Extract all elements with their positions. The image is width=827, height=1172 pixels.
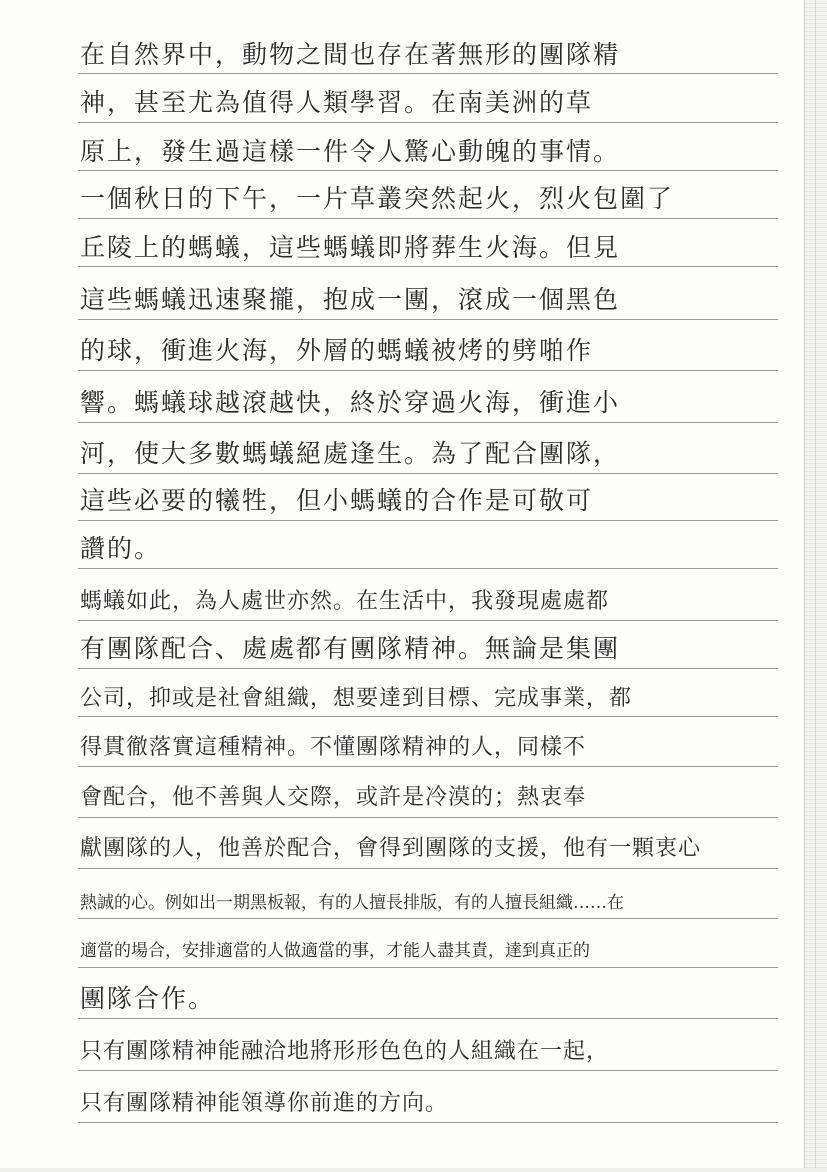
essay-line: 一個秋日的下午，一片草叢突然起火，烈火包圍了: [80, 184, 675, 213]
essay-line: 這些必要的犧牲，但小螞蟻的合作是可敬可: [80, 486, 594, 515]
essay-line: 團隊合作。: [80, 984, 216, 1013]
essay-line: 得貫徹落實這種精神。不懂團隊精神的人，同樣不: [80, 735, 587, 760]
ruled-line: [78, 218, 778, 219]
ruled-line: [78, 918, 778, 919]
ruled-line: [78, 620, 778, 621]
essay-line: 只有團隊精神能領導你前進的方向。: [80, 1091, 449, 1116]
essay-line: 響。螞蟻球越滾越快，終於穿過火海，衝進小: [80, 388, 621, 417]
essay-line: 有團隊配合、處處都有團隊精神。無論是集團: [80, 634, 621, 663]
ruled-line: [78, 422, 778, 423]
ruled-line: [78, 668, 778, 669]
ruled-line: [78, 1070, 778, 1071]
ruled-line: [78, 766, 778, 767]
essay-line: 神，甚至尤為值得人類學習。在南美洲的草: [80, 88, 594, 117]
ruled-line: [78, 520, 778, 521]
ruled-line: [78, 370, 778, 371]
page-bottom-edge: [0, 1168, 827, 1172]
essay-line: 原上，發生過這樣一件令人驚心動魄的事情。: [80, 137, 621, 166]
ruled-line: [78, 1018, 778, 1019]
essay-line: 河，使大多數螞蟻絕處逢生。為了配合團隊，: [80, 439, 621, 468]
ruled-line: [78, 473, 778, 474]
essay-line: 丘陵上的螞蟻，這些螞蟻即將葬生火海。但見: [80, 233, 621, 262]
essay-line: 讚的。: [80, 534, 162, 563]
ruled-line: [78, 967, 778, 968]
ruled-line: [78, 716, 778, 717]
essay-line: 這些螞蟻迅速聚攏，抱成一團，滾成一個黑色: [80, 285, 621, 314]
essay-line: 熱誠的心。例如出一期黑板報，有的人擅長排版，有的人擅長組織……在: [80, 893, 624, 913]
ruled-line: [78, 170, 778, 171]
ruled-line: [78, 122, 778, 123]
essay-line: 螞蟻如此，為人處世亦然。在生活中，我發現處處都: [80, 589, 610, 614]
ruled-line: [78, 1122, 778, 1123]
essay-line: 的球，衝進火海，外層的螞蟻被烤的劈啪作: [80, 336, 594, 365]
essay-line: 只有團隊精神能融洽地將形形色色的人組織在一起，: [80, 1039, 610, 1064]
essay-line: 適當的場合，安排適當的人做適當的事，才能人盡其責，達到真正的: [80, 941, 590, 961]
ruled-line: [78, 817, 778, 818]
essay-line: 會配合，他不善與人交際，或許是冷漠的；熱衷奉: [80, 785, 587, 810]
ruled-line: [78, 568, 778, 569]
essay-line: 公司，抑或是社會組織，想要達到目標、完成事業，都: [80, 686, 633, 711]
binding-edge-line: [815, 0, 816, 1172]
ruled-line: [78, 319, 778, 320]
ruled-line: [78, 73, 778, 74]
essay-line: 獻團隊的人，他善於配合，會得到團隊的支援，他有一顆衷心: [80, 836, 702, 861]
essay-line: 在自然界中，動物之間也存在著無形的團隊精: [80, 40, 621, 69]
ruled-line: [78, 266, 778, 267]
ruled-line: [78, 868, 778, 869]
